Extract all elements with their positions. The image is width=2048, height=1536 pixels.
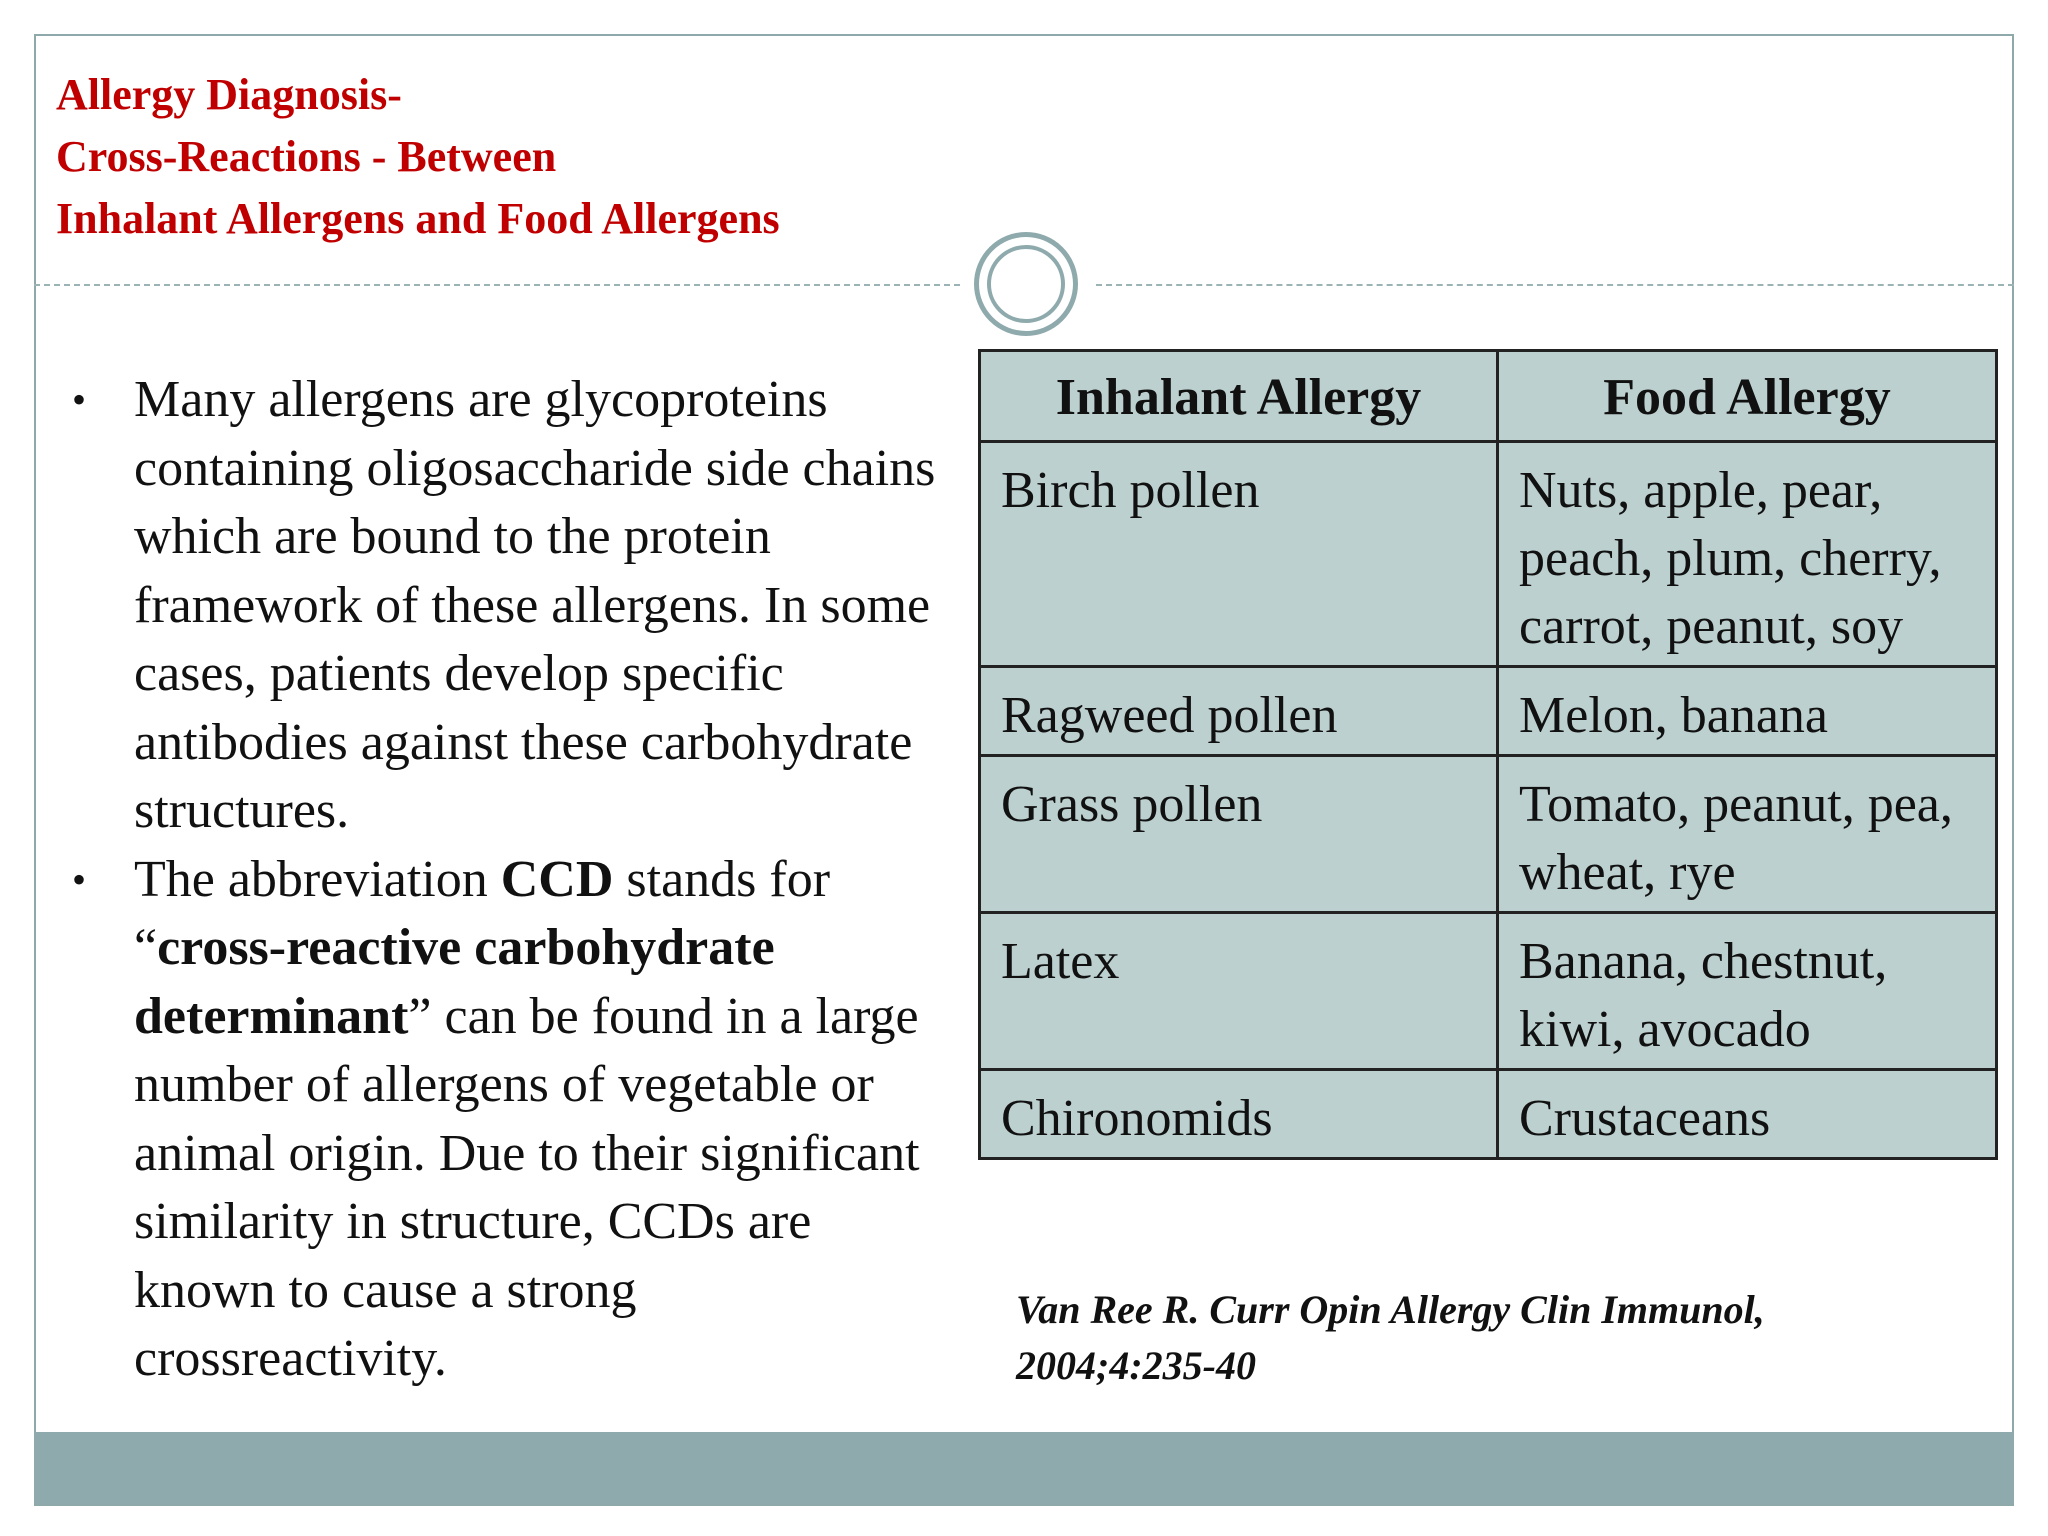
food-cell: Melon, banana [1498, 667, 1997, 756]
bullet-list [64, 366, 944, 1394]
inhalant-cell: Birch pollen [980, 442, 1498, 667]
food-cell: Nuts, apple, pear, peach, plum, cherry, carrot, peanut, soy [1498, 442, 1997, 667]
ccd-text-c: ” can be found in a large number of allergens of vegetable or animal origin. Due to their significant similarity in structure, CCDs are known to cause a strong crossreactivity. [134, 987, 920, 1387]
inhalant-cell: Grass pollen [980, 756, 1498, 913]
bullet-dot-icon: • [72, 856, 87, 902]
ccd-term: cross-reactive carbohydrate determinant [134, 919, 775, 1045]
food-cell: Crustaceans [1498, 1070, 1997, 1159]
title-line-2: Cross-Reactions - Between [56, 132, 557, 181]
cross-reaction-table [978, 349, 1998, 1160]
table-header-row [980, 351, 1997, 442]
ccd-abbreviation: CCD [500, 850, 614, 908]
citation-line-1: Van Ree R. Curr Opin Allergy Clin Immunol, [1016, 1287, 1765, 1332]
ccd-text-b: stands for “ [134, 850, 831, 976]
bullet-text-1: Many allergens are glycoproteins containing oligosaccharide side chains which are bound to the protein framework of these allergens. In some cases, patients develop specific antibodies against these carbohydrate structures. [134, 371, 936, 839]
table-row [980, 1070, 1997, 1159]
table-row [980, 756, 1997, 913]
inhalant-cell: Chironomids [980, 1070, 1498, 1159]
slide-title [56, 64, 780, 250]
citation [1016, 1282, 1956, 1394]
bullet-text-2 [134, 851, 920, 1388]
food-cell: Banana, chestnut, kiwi, avocado [1498, 913, 1997, 1070]
circle-ornament [974, 232, 1078, 336]
footer-bar [34, 1432, 2014, 1504]
bullet-item-ccd [64, 846, 944, 1394]
circle-ornament-inner [987, 245, 1065, 323]
table-row [980, 667, 1997, 756]
ccd-text-a: The abbreviation [134, 850, 501, 908]
header-inhalant-allergy: Inhalant Allergy [980, 351, 1498, 442]
inhalant-cell: Ragweed pollen [980, 667, 1498, 756]
table-row [980, 442, 1997, 667]
divider-right [1096, 284, 2014, 286]
title-line-1: Allergy Diagnosis- [56, 70, 402, 119]
food-cell: Tomato, peanut, pea, wheat, rye [1498, 756, 1997, 913]
bullet-dot-icon: • [72, 377, 87, 422]
title-line-3: Inhalant Allergens and Food Allergens [56, 194, 780, 243]
divider-left [34, 284, 960, 286]
header-food-allergy: Food Allergy [1498, 351, 1997, 442]
table-row [980, 913, 1997, 1070]
citation-line-2: 2004;4:235-40 [1016, 1343, 1256, 1388]
inhalant-cell: Latex [980, 913, 1498, 1070]
bullet-item-glycoproteins [64, 366, 944, 846]
